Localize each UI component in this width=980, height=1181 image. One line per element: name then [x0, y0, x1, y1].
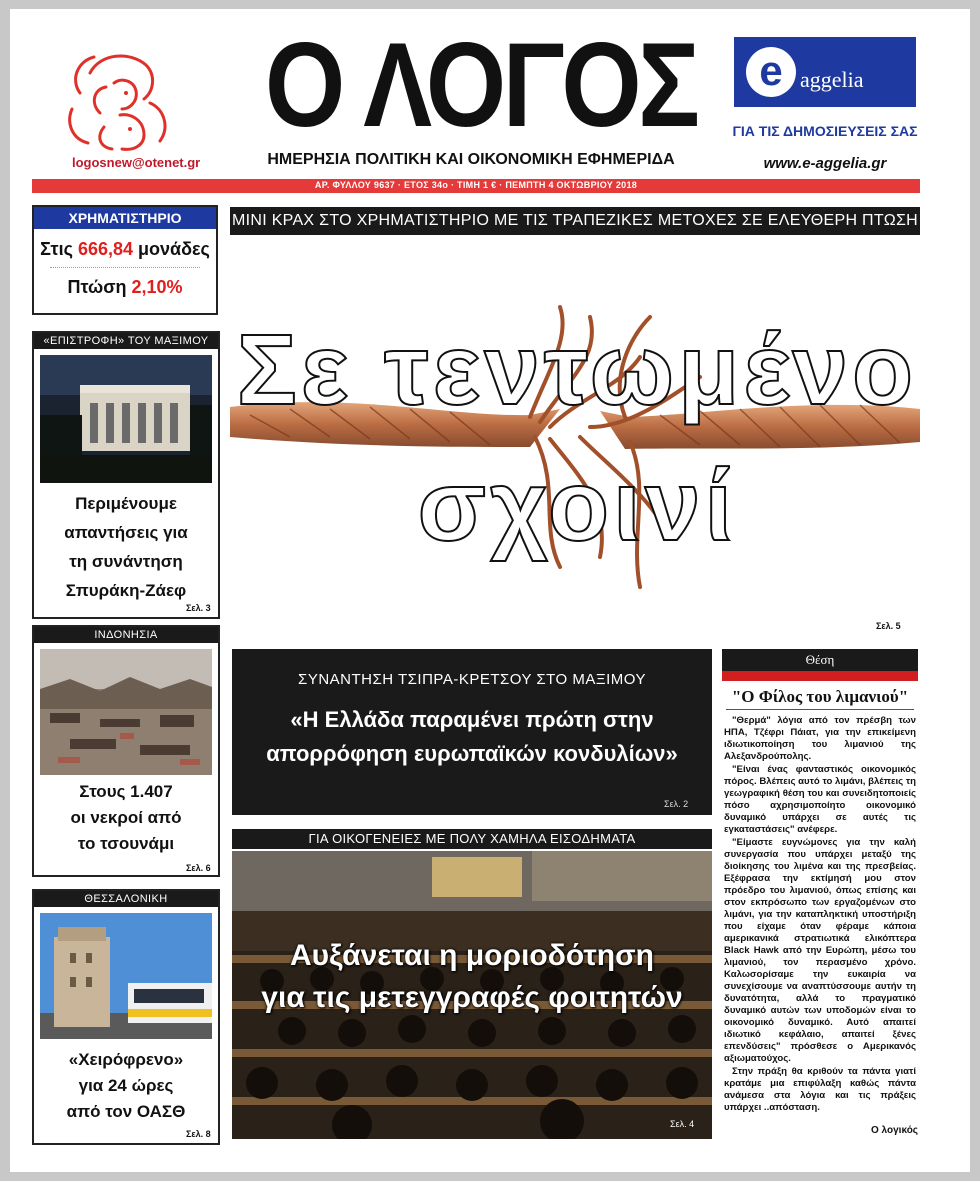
story-kicker: ΣΥΝΑΝΤΗΣΗ ΤΣΙΠΡΑ-ΚΡΕΤΣΟΥ ΣΤΟ ΜΑΞΙΜΟΥ — [298, 671, 646, 688]
e-aggelia-logo-icon: e — [746, 47, 796, 97]
story-page-ref: Σελ. 8 — [186, 1129, 211, 1139]
editorial-divider — [726, 709, 914, 710]
maximou-building-photo — [40, 355, 212, 483]
editorial-paragraph: Στην πράξη θα κριθούν τα πάντα γιατί κρατάμε μια επιφύλαξη καθώς πάντα ανάμεσα στα λόγια και τις πράξεις υπάρχει ..απόσταση. — [724, 1066, 916, 1113]
contact-email: logosnew@otenet.gr — [72, 155, 201, 170]
story-box-heading: ΘΕΣΣΑΛΟΝΙΚΗ — [34, 891, 218, 907]
market-index-value: 666,84 — [77, 239, 134, 259]
market-divider — [50, 267, 200, 268]
story-line: για 24 ώρες — [78, 1076, 174, 1095]
story-headline-line1: «Η Ελλάδα παραμένει πρώτη στην — [290, 707, 654, 732]
market-drop-prefix: Πτώση — [67, 277, 132, 297]
story-line: από τον ΟΑΣΘ — [66, 1102, 186, 1121]
market-drop-value: 2,10% — [131, 277, 183, 297]
newspaper-title: Ο ΛΟΓΟΣ — [265, 18, 697, 152]
story-line: το τσουνάμι — [77, 834, 175, 853]
story-line: Περιμένουμε — [75, 494, 177, 513]
newspaper-subtitle: ΗΜΕΡΗΣΙΑ ΠΟΛΙΤΙΚΗ ΚΑΙ ΟΙΚΟΝΟΜΙΚΗ ΕΦΗΜΕΡΙΔΑ — [267, 151, 675, 168]
students-headline-line1[interactable]: Αυξάνεται η μοριοδότηση — [290, 939, 654, 972]
tsipras-kretsos-story[interactable] — [232, 649, 712, 815]
main-headline-page-ref: Σελ. 5 — [876, 621, 901, 631]
story-box-text — [34, 489, 218, 605]
top-banner-headline[interactable]: ΜΙΝΙ ΚΡΑΧ ΣΤΟ ΧΡΗΜΑΤΙΣΤΗΡΙΟ ΜΕ ΤΙΣ ΤΡΑΠΕΖΙΚΕΣ ΜΕΤΟΧΕΣ ΣΕ ΕΛΕΥΘΕΡΗ ΠΤΩΣΗ — [230, 207, 920, 235]
editorial-heading: Θέση — [722, 649, 918, 671]
story-page-ref: Σελ. 3 — [186, 603, 211, 613]
tsunami-debris-photo — [40, 649, 212, 775]
newspaper-front-page — [10, 9, 970, 1172]
editorial-paragraph: "Είμαστε ευγνώμονες για την καλή συνεργασία που υπάρχει μεταξύ της διοίκησης του λιμένα και της πρεσβείας. Εξέφρασα την εκτίμησή μου στον πρόεδρο του λιμανιού, όπως επίσης και στον εκπρόσωπο των εργαζομένων στο λιμάνι, για την καταπληκτική υποστήριξη που είχαμε όταν φέραμε κάποια αμερικανικά στρατιωτικά ελικόπτερα Black Hawk από την Ευρώπη, μέσω του λιμανιού, τον περασμένο χρόνο. Καλωσορίσαμε την ευκαιρία να συνεχίσουμε να αναπτύσσουμε αυτήν τη δυνατότητα, αλλά το πραγματικό δυναμικό αυτών των υποδομών είναι το οικονομικό δυναμικό. Αυτό απαιτεί ιδιωτικό κεφάλαιο, απαιτεί ξένες επενδύσεις" πρόσθεσε ο Αμερικανός αξιωματούχος. — [724, 837, 916, 1064]
e-aggelia-tagline: ΓΙΑ ΤΙΣ ΔΗΜΟΣΙΕΥΣΕΙΣ ΣΑΣ — [732, 123, 918, 139]
editorial-red-bar — [722, 671, 918, 681]
story-line: απαντήσεις για — [64, 523, 188, 542]
editorial-paragraph: "Θερμά" λόγια από τον πρέσβη των ΗΠΑ, Τζέφρι Πάιατ, για την επικείμενη ιδιωτικοποίηση του λιμανιού της Αλεξανδρούπολης. — [724, 715, 916, 762]
students-headline-line2[interactable]: για τις μετεγγραφές φοιτητών — [261, 981, 683, 1014]
story-line: «Χειρόφρενο» — [68, 1050, 184, 1069]
story-line: οι νεκροί από — [70, 808, 182, 827]
main-headline-line2[interactable]: σχοινί — [417, 450, 737, 562]
story-box-text — [34, 779, 218, 857]
students-page-ref: Σελ. 4 — [670, 1119, 695, 1129]
story-box-maximou[interactable] — [32, 331, 220, 619]
editorial-body — [724, 715, 916, 1115]
story-box-indonesia[interactable] — [32, 625, 220, 877]
story-box-heading: ΙΝΔΟΝΗΣΙΑ — [34, 627, 218, 643]
story-headline-line2: απορρόφηση ευρωπαϊκών κονδυλίων» — [266, 741, 678, 766]
market-index-line — [34, 239, 216, 260]
story-page-ref: Σελ. 2 — [664, 799, 689, 809]
white-tower-bus-photo — [40, 913, 212, 1039]
market-box — [32, 205, 218, 315]
logo-faces-icon — [60, 43, 178, 155]
market-heading: ΧΡΗΜΑΤΙΣΤΗΡΙΟ — [34, 207, 216, 229]
market-index-prefix: Στις — [40, 239, 78, 259]
students-story-kicker: ΓΙΑ ΟΙΚΟΓΕΝΕΙΕΣ ΜΕ ΠΟΛΥ ΧΑΜΗΛΑ ΕΙΣΟΔΗΜΑΤΑ — [232, 829, 712, 849]
story-box-heading: «ΕΠΙΣΤΡΟΦΗ» ΤΟΥ ΜΑΞΙΜΟΥ — [34, 333, 218, 349]
market-index-suffix: μονάδες — [133, 239, 210, 259]
story-box-thessaloniki[interactable] — [32, 889, 220, 1145]
editorial-title[interactable]: "Ο Φίλος του λιμανιού" — [731, 687, 909, 706]
story-page-ref: Σελ. 6 — [186, 863, 211, 873]
story-line: Σπυράκη-Ζάεφ — [65, 581, 187, 600]
editorial-signature: Ο λογικός — [871, 1125, 918, 1136]
story-box-text — [34, 1047, 218, 1125]
story-line: Στους 1.407 — [79, 782, 173, 801]
e-aggelia-wordmark: aggelia — [800, 67, 864, 92]
main-headline-line1[interactable]: Σε τεντωμένο — [236, 314, 918, 426]
story-line: τη συνάντηση — [69, 552, 183, 571]
e-aggelia-url[interactable]: www.e-aggelia.gr — [763, 155, 887, 172]
market-drop-line — [34, 277, 216, 298]
editorial-paragraph: "Είναι ένας φανταστικός οικονομικός πόρος. Βλέπεις αυτό το λιμάνι, βλέπεις τη γεωγραφική θέση του και συνειδητοποιείς πόσο αχρησιμοποίητο οικονομικό δυναμικό υπάρχει σε αυτές τις εγκαταστάσεις" ανέφερε. — [724, 764, 916, 835]
issue-info: ΑΡ. ΦΥΛΛΟΥ 9637 · ΕΤΟΣ 34ο · ΤΙΜΗ 1 € · ΠΕΜΠΤΗ 4 ΟΚΤΩΒΡΙΟΥ 2018 — [314, 180, 638, 190]
